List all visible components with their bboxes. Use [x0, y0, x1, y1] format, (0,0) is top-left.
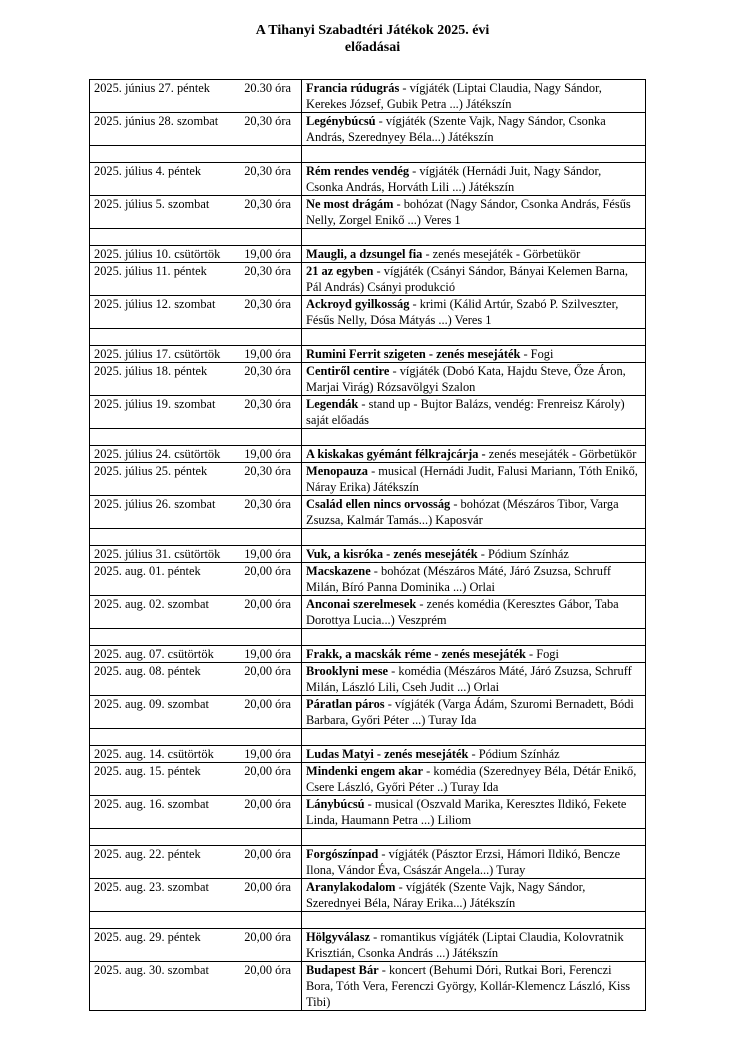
- date-cell: [90, 263, 302, 296]
- show-cell: [302, 80, 646, 113]
- show-title: Rém rendes vendég: [306, 164, 410, 178]
- empty-cell: [90, 429, 302, 446]
- empty-cell: [90, 146, 302, 163]
- show-title: Lánybúcsú: [306, 797, 365, 811]
- table-row: [90, 296, 646, 329]
- performance-time: 20,00 óra: [244, 564, 291, 578]
- show-details: - vígjáték (Varga Ádám, Szuromi Bernadett, Bódi Barbara, Győri Péter ...) Turay Ida: [306, 697, 634, 727]
- date-cell: [90, 846, 302, 879]
- show-title: A kiskakas gyémánt félkrajcárja -: [306, 447, 486, 461]
- show-title: Brooklyni mese: [306, 664, 389, 678]
- performance-time: 19,00 óra: [244, 747, 291, 761]
- show-details: - musical (Hernádi Judit, Falusi Mariann, Tóth Enikő, Náray Erika) Játékszín: [306, 464, 638, 494]
- show-cell: [302, 962, 646, 1011]
- performance-date: 2025. aug. 16. szombat: [94, 797, 209, 811]
- performance-time: 20,00 óra: [244, 697, 291, 711]
- show-cell: [302, 929, 646, 962]
- date-cell: [90, 246, 302, 263]
- performance-time: 19,00 óra: [244, 347, 291, 361]
- performance-date: 2025. aug. 02. szombat: [94, 597, 209, 611]
- schedule-table: [89, 79, 646, 1011]
- table-row: [90, 846, 646, 879]
- performance-date: 2025. július 24. csütörtök: [94, 447, 221, 461]
- show-cell: [302, 446, 646, 463]
- performance-time: 20,30 óra: [244, 197, 291, 211]
- table-row: [90, 962, 646, 1011]
- empty-cell: [302, 429, 646, 446]
- performance-time: 20,00 óra: [244, 880, 291, 894]
- performance-date: 2025. aug. 23. szombat: [94, 880, 209, 894]
- date-cell: [90, 879, 302, 912]
- spacer-row: [90, 329, 646, 346]
- show-details: - bohózat (Mészáros Tibor, Varga Zsuzsa, Kalmár Tamás...) Kaposvár: [306, 497, 619, 527]
- show-title: Maugli, a dzsungel fia: [306, 247, 423, 261]
- show-cell: [302, 796, 646, 829]
- spacer-row: [90, 229, 646, 246]
- show-details: zenés mesejáték - Görbetükör: [485, 447, 637, 461]
- performance-date: 2025. június 27. péntek: [94, 81, 210, 95]
- show-details: - komédia (Mészáros Máté, Járó Zsuzsa, Schruff Milán, László Lili, Cseh Judit ...) Orlai: [306, 664, 632, 694]
- performance-time: 20,30 óra: [244, 264, 291, 278]
- performance-time: 19,00 óra: [244, 247, 291, 261]
- show-cell: [302, 746, 646, 763]
- show-details: - stand up - Bujtor Balázs, vendég: Frenreisz Károly) saját előadás: [306, 397, 625, 427]
- empty-cell: [302, 912, 646, 929]
- performance-date: 2025. július 25. péntek: [94, 464, 208, 478]
- performance-date: 2025. aug. 14. csütörtök: [94, 747, 214, 761]
- performance-time: 20,30 óra: [244, 164, 291, 178]
- date-cell: [90, 346, 302, 363]
- page-subtitle: előadásai: [344, 40, 401, 55]
- show-details: - vígjáték (Liptai Claudia, Nagy Sándor, Kerekes József, Gubik Petra ...) Játékszín: [306, 81, 602, 111]
- empty-cell: [302, 146, 646, 163]
- table-row: [90, 879, 646, 912]
- table-row: [90, 246, 646, 263]
- date-cell: [90, 596, 302, 629]
- table-row: [90, 363, 646, 396]
- show-cell: [302, 163, 646, 196]
- empty-cell: [302, 529, 646, 546]
- performance-time: 20,00 óra: [244, 764, 291, 778]
- performance-time: 20,00 óra: [244, 930, 291, 944]
- date-cell: [90, 196, 302, 229]
- performance-date: 2025. július 31. csütörtök: [94, 547, 221, 561]
- table-row: [90, 563, 646, 596]
- show-details: - Pódium Színház: [468, 747, 560, 761]
- empty-cell: [90, 329, 302, 346]
- performance-date: 2025. július 19. szombat: [94, 397, 216, 411]
- show-title: 21 az egyben: [306, 264, 374, 278]
- show-details: - bohózat (Nagy Sándor, Csonka András, Fésűs Nelly, Zorgel Enikő ...) Veres 1: [306, 197, 631, 227]
- show-title: Család ellen nincs orvosság: [306, 497, 451, 511]
- performance-time: 19,00 óra: [244, 547, 291, 561]
- performance-date: 2025. július 10. csütörtök: [94, 247, 221, 261]
- table-row: [90, 646, 646, 663]
- show-cell: [302, 563, 646, 596]
- show-details: - zenés komédia (Keresztes Gábor, Taba Dorottya Lucia...) Veszprém: [306, 597, 619, 627]
- performance-time: 20,30 óra: [244, 497, 291, 511]
- date-cell: [90, 396, 302, 429]
- performance-time: 20,00 óra: [244, 847, 291, 861]
- performance-date: 2025. aug. 07. csütörtök: [94, 647, 214, 661]
- show-details: - vígjáték (Pásztor Erzsi, Hámori Ildikó, Bencze Ilona, Vándor Éva, Császár Angela...) Turay: [306, 847, 621, 877]
- empty-cell: [302, 229, 646, 246]
- show-title: Ackroyd gyilkosság: [306, 297, 410, 311]
- performance-date: 2025. június 28. szombat: [94, 114, 219, 128]
- table-row: [90, 396, 646, 429]
- spacer-row: [90, 729, 646, 746]
- spacer-row: [90, 629, 646, 646]
- date-cell: [90, 296, 302, 329]
- show-cell: [302, 463, 646, 496]
- empty-cell: [302, 329, 646, 346]
- table-row: [90, 746, 646, 763]
- show-details: - vígjáték (Szente Vajk, Nagy Sándor, Szerednyei Béla, Náray Erika...) Játékszín: [306, 880, 586, 910]
- empty-cell: [90, 829, 302, 846]
- show-cell: [302, 396, 646, 429]
- date-cell: [90, 446, 302, 463]
- show-details: - krimi (Kálid Artúr, Szabó P. Szilveszter, Fésűs Nelly, Dósa Mátyás ...) Veres 1: [306, 297, 619, 327]
- show-title: Menopauza: [306, 464, 368, 478]
- date-cell: [90, 113, 302, 146]
- show-title: Forgószínpad: [306, 847, 379, 861]
- table-row: [90, 929, 646, 962]
- table-row: [90, 596, 646, 629]
- page-title: A Tihanyi Szabadtéri Játékok 2025. évi: [255, 23, 490, 38]
- show-details: - musical (Oszvald Marika, Keresztes Ildikó, Fekete Linda, Haumann Petra ...) Liliom: [306, 797, 627, 827]
- show-title: Frakk, a macskák réme - zenés mesejáték: [306, 647, 526, 661]
- table-row: [90, 463, 646, 496]
- date-cell: [90, 646, 302, 663]
- table-row: [90, 263, 646, 296]
- date-cell: [90, 496, 302, 529]
- performance-date: 2025. július 12. szombat: [94, 297, 216, 311]
- show-details: - Pódium Színház: [477, 547, 569, 561]
- show-cell: [302, 196, 646, 229]
- show-cell: [302, 246, 646, 263]
- date-cell: [90, 563, 302, 596]
- performance-date: 2025. július 5. szombat: [94, 197, 210, 211]
- show-title: Ludas Matyi - zenés mesejáték: [306, 747, 469, 761]
- performance-time: 19,00 óra: [244, 647, 291, 661]
- show-cell: [302, 113, 646, 146]
- table-row: [90, 196, 646, 229]
- show-details: - Fogi: [520, 347, 554, 361]
- show-cell: [302, 596, 646, 629]
- show-cell: [302, 346, 646, 363]
- show-title: Macskazene: [306, 564, 371, 578]
- performance-time: 20.30 óra: [244, 81, 291, 95]
- date-cell: [90, 163, 302, 196]
- performance-date: 2025. aug. 29. péntek: [94, 930, 201, 944]
- table-row: [90, 163, 646, 196]
- show-cell: [302, 646, 646, 663]
- show-details: - romantikus vígjáték (Liptai Claudia, Kolovratnik Krisztián, Csonka András ...) Játékszín: [306, 930, 624, 960]
- spacer-row: [90, 829, 646, 846]
- show-cell: [302, 763, 646, 796]
- performance-date: 2025. aug. 08. péntek: [94, 664, 201, 678]
- show-title: Anconai szerelmesek: [306, 597, 417, 611]
- table-row: [90, 796, 646, 829]
- show-details: - zenés mesejáték - Görbetükör: [422, 247, 581, 261]
- show-details: - Fogi: [525, 647, 559, 661]
- show-details: - vígjáték (Dobó Kata, Hajdu Steve, Őze Áron, Marjai Virág) Rózsavölgyi Szalon: [306, 364, 626, 394]
- performance-date: 2025. július 17. csütörtök: [94, 347, 221, 361]
- date-cell: [90, 546, 302, 563]
- date-cell: [90, 796, 302, 829]
- show-title: Legénybúcsú: [306, 114, 376, 128]
- performance-date: 2025. július 26. szombat: [94, 497, 216, 511]
- date-cell: [90, 929, 302, 962]
- show-cell: [302, 663, 646, 696]
- show-title: Aranylakodalom: [306, 880, 396, 894]
- performance-time: 20,00 óra: [244, 664, 291, 678]
- performance-time: 20,30 óra: [244, 114, 291, 128]
- table-row: [90, 546, 646, 563]
- show-cell: [302, 546, 646, 563]
- show-title: Hölgyválasz: [306, 930, 371, 944]
- show-cell: [302, 263, 646, 296]
- show-cell: [302, 363, 646, 396]
- show-title: Budapest Bár: [306, 963, 379, 977]
- date-cell: [90, 962, 302, 1011]
- show-title: Páratlan páros: [306, 697, 385, 711]
- show-details: - koncert (Behumi Dóri, Rutkai Bori, Ferenczi Bora, Tóth Vera, Ferenczi György, Kollár-Klemencz László, Kiss Tibi): [306, 963, 631, 1009]
- show-details: - komédia (Szerednyey Béla, Détár Enikő, Csere László, Győri Péter ..) Turay Ida: [306, 764, 637, 794]
- table-row: [90, 663, 646, 696]
- spacer-row: [90, 912, 646, 929]
- show-cell: [302, 879, 646, 912]
- performance-time: 20,30 óra: [244, 297, 291, 311]
- performance-time: 20,30 óra: [244, 464, 291, 478]
- empty-cell: [90, 912, 302, 929]
- date-cell: [90, 746, 302, 763]
- show-details: - vígjáték (Szente Vajk, Nagy Sándor, Csonka András, Szerednyey Béla...) Játékszín: [306, 114, 606, 144]
- show-title: Centiről centire: [306, 364, 390, 378]
- date-cell: [90, 663, 302, 696]
- performance-date: 2025. aug. 22. péntek: [94, 847, 201, 861]
- show-title: Legendák: [306, 397, 359, 411]
- show-title: Ne most drágám: [306, 197, 394, 211]
- show-cell: [302, 696, 646, 729]
- table-row: [90, 346, 646, 363]
- empty-cell: [90, 729, 302, 746]
- performance-date: 2025. július 4. péntek: [94, 164, 202, 178]
- show-details: - bohózat (Mészáros Máté, Járó Zsuzsa, Schruff Milán, Bíró Panna Dominika ...) Orlai: [306, 564, 611, 594]
- performance-date: 2025. aug. 01. péntek: [94, 564, 201, 578]
- empty-cell: [302, 729, 646, 746]
- table-row: [90, 113, 646, 146]
- performance-date: 2025. aug. 30. szombat: [94, 963, 209, 977]
- spacer-row: [90, 529, 646, 546]
- performance-time: 20,30 óra: [244, 364, 291, 378]
- show-cell: [302, 296, 646, 329]
- empty-cell: [302, 829, 646, 846]
- date-cell: [90, 696, 302, 729]
- show-title: Francia rúdugrás: [306, 81, 400, 95]
- empty-cell: [90, 629, 302, 646]
- empty-cell: [90, 529, 302, 546]
- date-cell: [90, 363, 302, 396]
- performance-time: 20,00 óra: [244, 797, 291, 811]
- date-cell: [90, 80, 302, 113]
- show-cell: [302, 846, 646, 879]
- performance-date: 2025. aug. 15. péntek: [94, 764, 201, 778]
- spacer-row: [90, 429, 646, 446]
- empty-cell: [302, 629, 646, 646]
- date-cell: [90, 463, 302, 496]
- show-title: Rumini Ferrit szigeten - zenés mesejáték: [306, 347, 521, 361]
- performance-date: 2025. aug. 09. szombat: [94, 697, 209, 711]
- performance-time: 20,00 óra: [244, 963, 291, 977]
- table-row: [90, 696, 646, 729]
- performance-time: 19,00 óra: [244, 447, 291, 461]
- table-row: [90, 80, 646, 113]
- show-title: Mindenki engem akar: [306, 764, 424, 778]
- table-row: [90, 446, 646, 463]
- show-details: - vígjáték (Csányi Sándor, Bányai Kelemen Barna, Pál András) Csányi produkció: [306, 264, 628, 294]
- date-cell: [90, 763, 302, 796]
- empty-cell: [90, 229, 302, 246]
- performance-time: 20,30 óra: [244, 397, 291, 411]
- performance-date: 2025. július 18. péntek: [94, 364, 208, 378]
- show-details: - vígjáték (Hernádi Juit, Nagy Sándor, Csonka András, Horváth Lili ...) Játékszín: [306, 164, 602, 194]
- show-title: Vuk, a kisróka - zenés mesejáték: [306, 547, 478, 561]
- performance-time: 20,00 óra: [244, 597, 291, 611]
- spacer-row: [90, 146, 646, 163]
- performance-date: 2025. július 11. péntek: [94, 264, 207, 278]
- table-row: [90, 763, 646, 796]
- table-row: [90, 496, 646, 529]
- show-cell: [302, 496, 646, 529]
